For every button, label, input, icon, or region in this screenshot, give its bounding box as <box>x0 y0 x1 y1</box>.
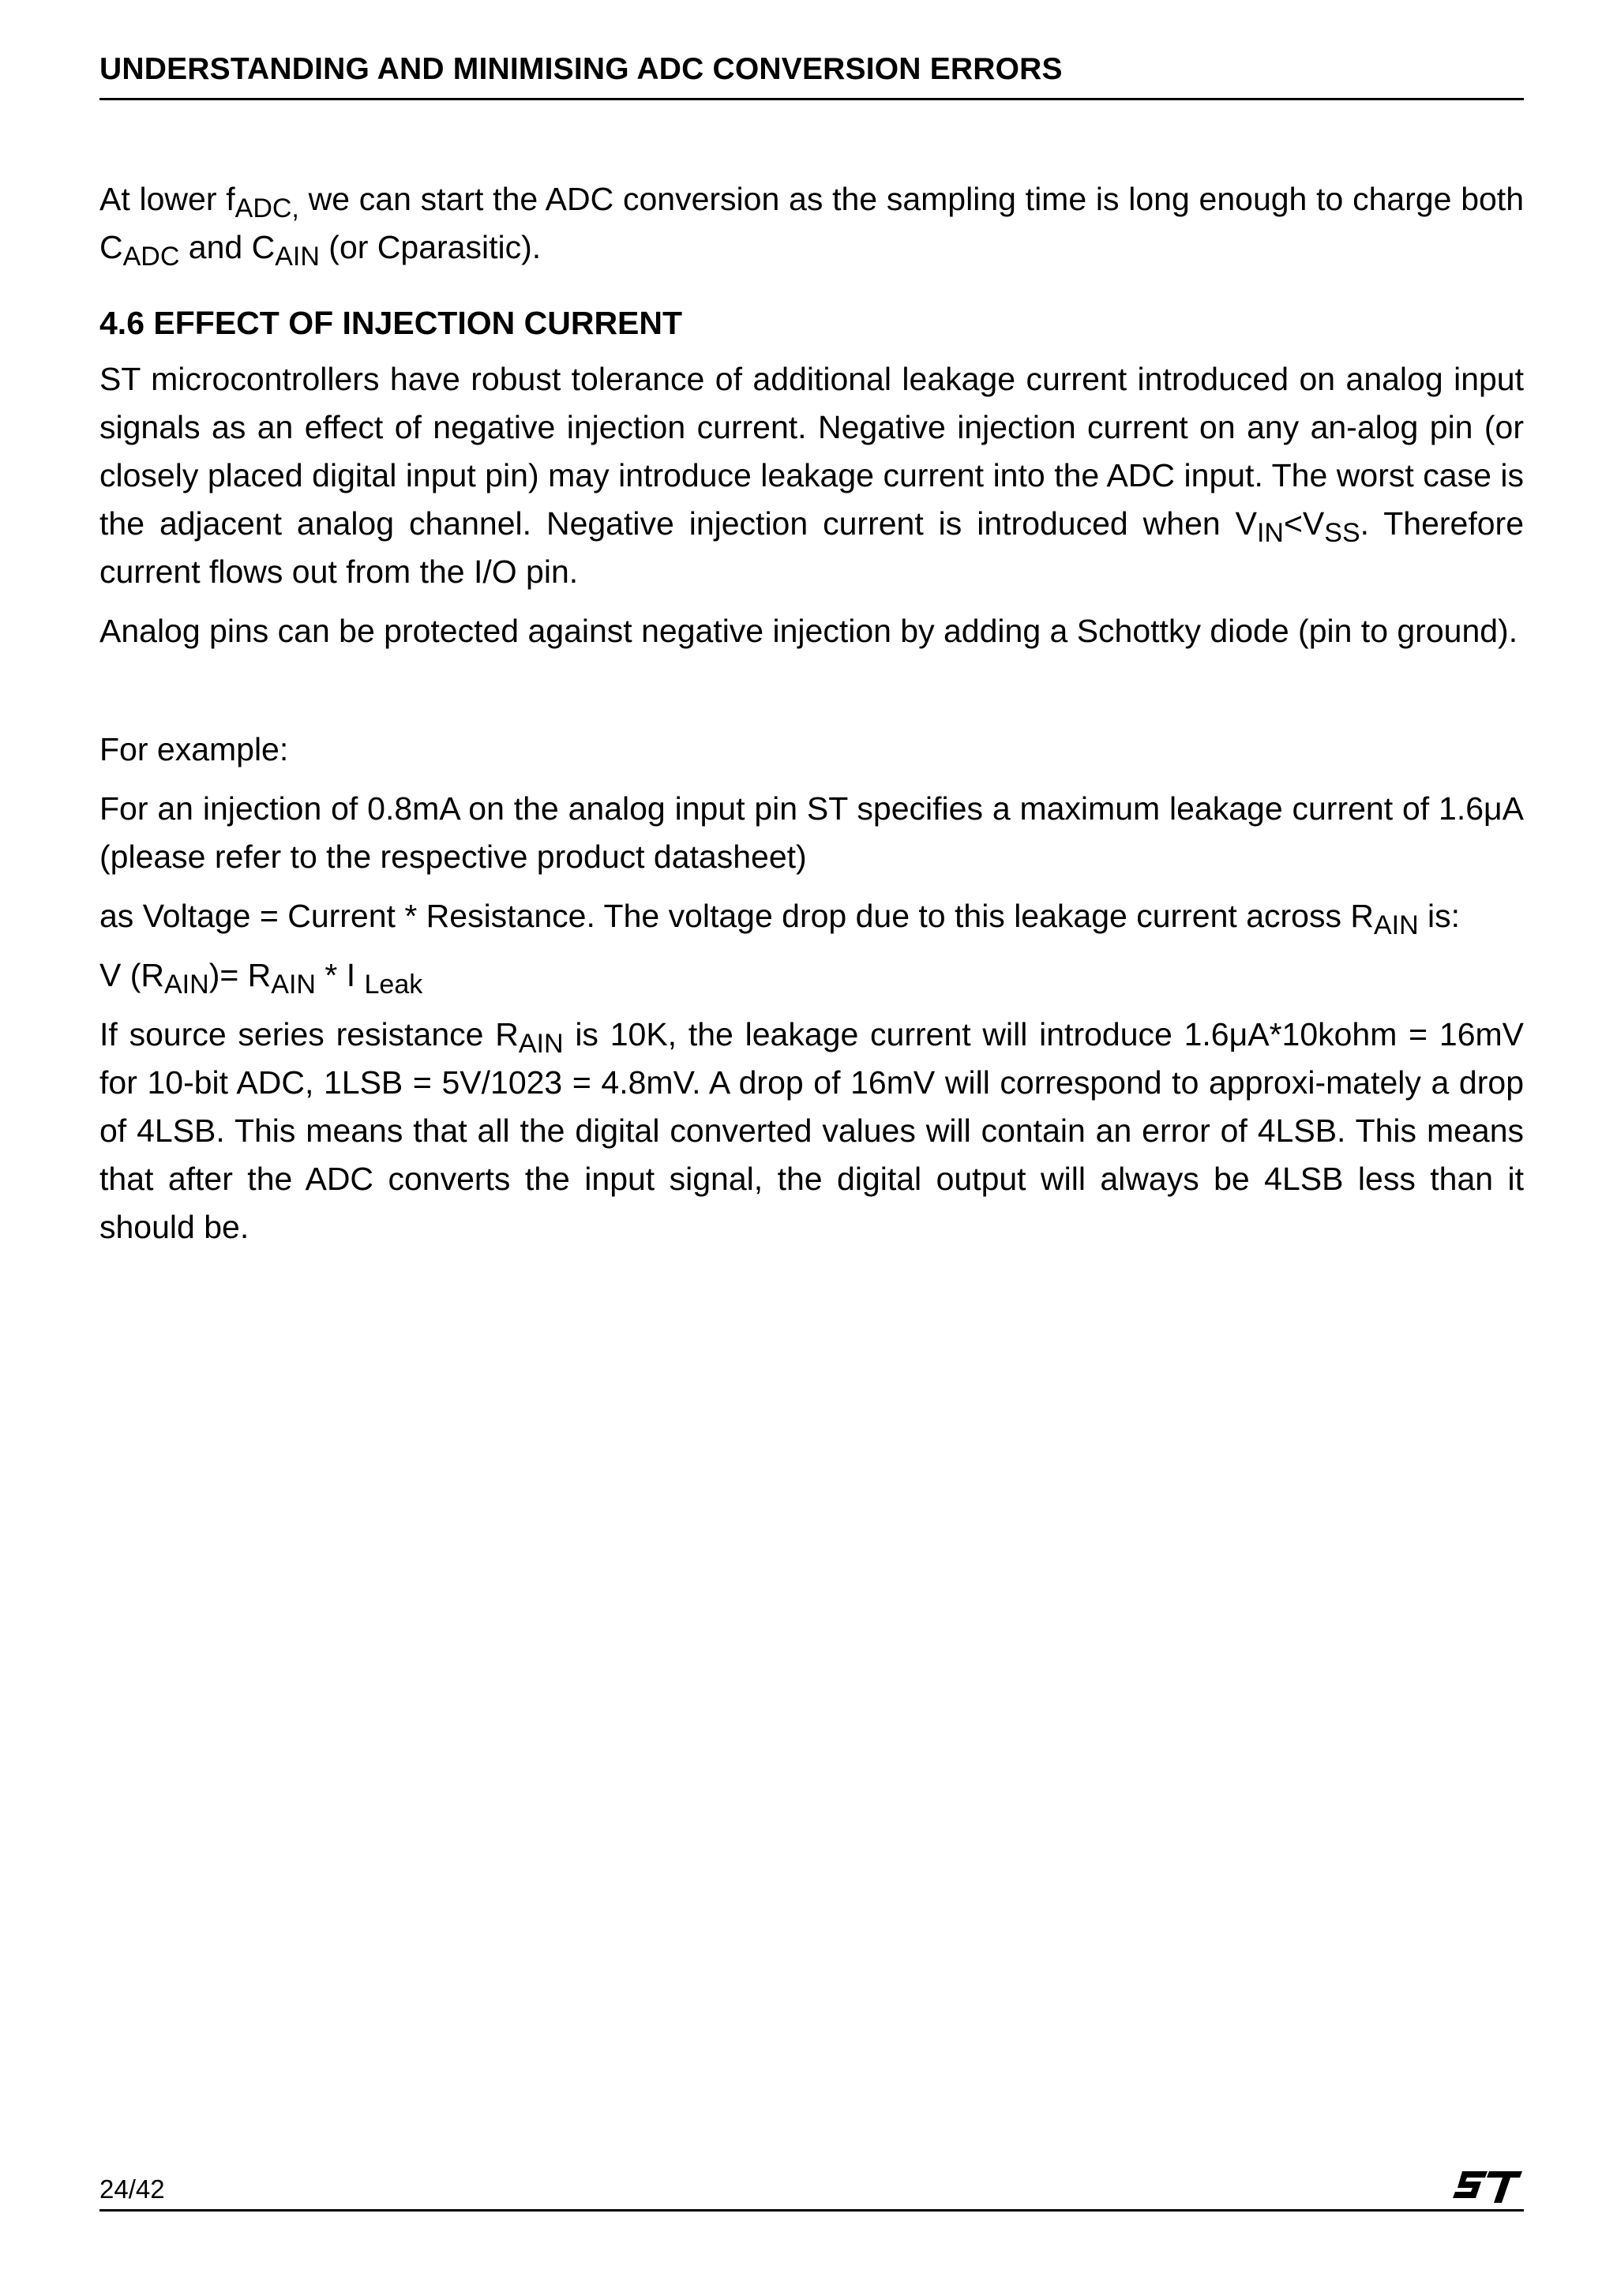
paragraph-source-resistance: If source series resistance $R_{AIN}$ is 10K, the leakage current will introduce 1.6μA*10kohm = 16mV for 10-bit ADC, 1LSB = 5V/1023 = 4.8mV. A drop of 16mV will correspond to approxi-mately a drop of 4LSB. This means that all the digital converted values will contain an error of 4LSB. This means that after the ADC converts the input signal, the digital output will always be 4LSB less than it should be. <box>99 1016 1525 1245</box>
paragraph-voltage-drop: as Voltage = Current * Resistance. The voltage drop due to this leakage current across $R_{AIN}$ is: <box>99 898 1461 940</box>
footer-divider <box>99 2209 1524 2212</box>
paragraph-injection-example: For an injection of 0.8mA on the analog input pin ST specifies a maximum leakage current of 1.6μA (please refer to the respective product datasheet) <box>99 790 1524 875</box>
header-divider <box>99 98 1524 100</box>
formula-line: V $(R_{AIN})= R_{AIN} * I$ $_{Leak}$ <box>99 957 423 1000</box>
page-content <box>99 175 1524 1251</box>
page-header-title: UNDERSTANDING AND MINIMISING ADC CONVERSION ERRORS <box>99 52 1063 86</box>
section-heading: 4.6 EFFECT OF INJECTION CURRENT <box>99 305 683 341</box>
st-logo-icon <box>1451 2168 1524 2208</box>
paragraph-schottky-diode: Analog pins can be protected against negative injection by adding a Schottky diode (pin to ground). <box>99 613 1518 649</box>
paragraph-for-example: For example: <box>99 731 289 767</box>
paragraph-injection-current: ST microcontrollers have robust tolerance of additional leakage current introduced on analog input signals as an effect of negative injection current. Negative injection current on any an-alog pin (or closely placed digital input pin) may introduce leakage current into the ADC input. The worst case is the adjacent analog channel. Negative injection current is introduced when $V_{IN}<V_{SS}$. Therefore current flows out from the I/O pin. <box>99 361 1524 590</box>
paragraph-lower-fadc: At lower $f_{ADC,}$ we can start the ADC conversion as the sampling time is long enough to charge both $C_{ADC}$ and $C_{AIN}$ (or Cparasitic). <box>99 181 1524 272</box>
page-number: 24/42 <box>99 2174 165 2204</box>
